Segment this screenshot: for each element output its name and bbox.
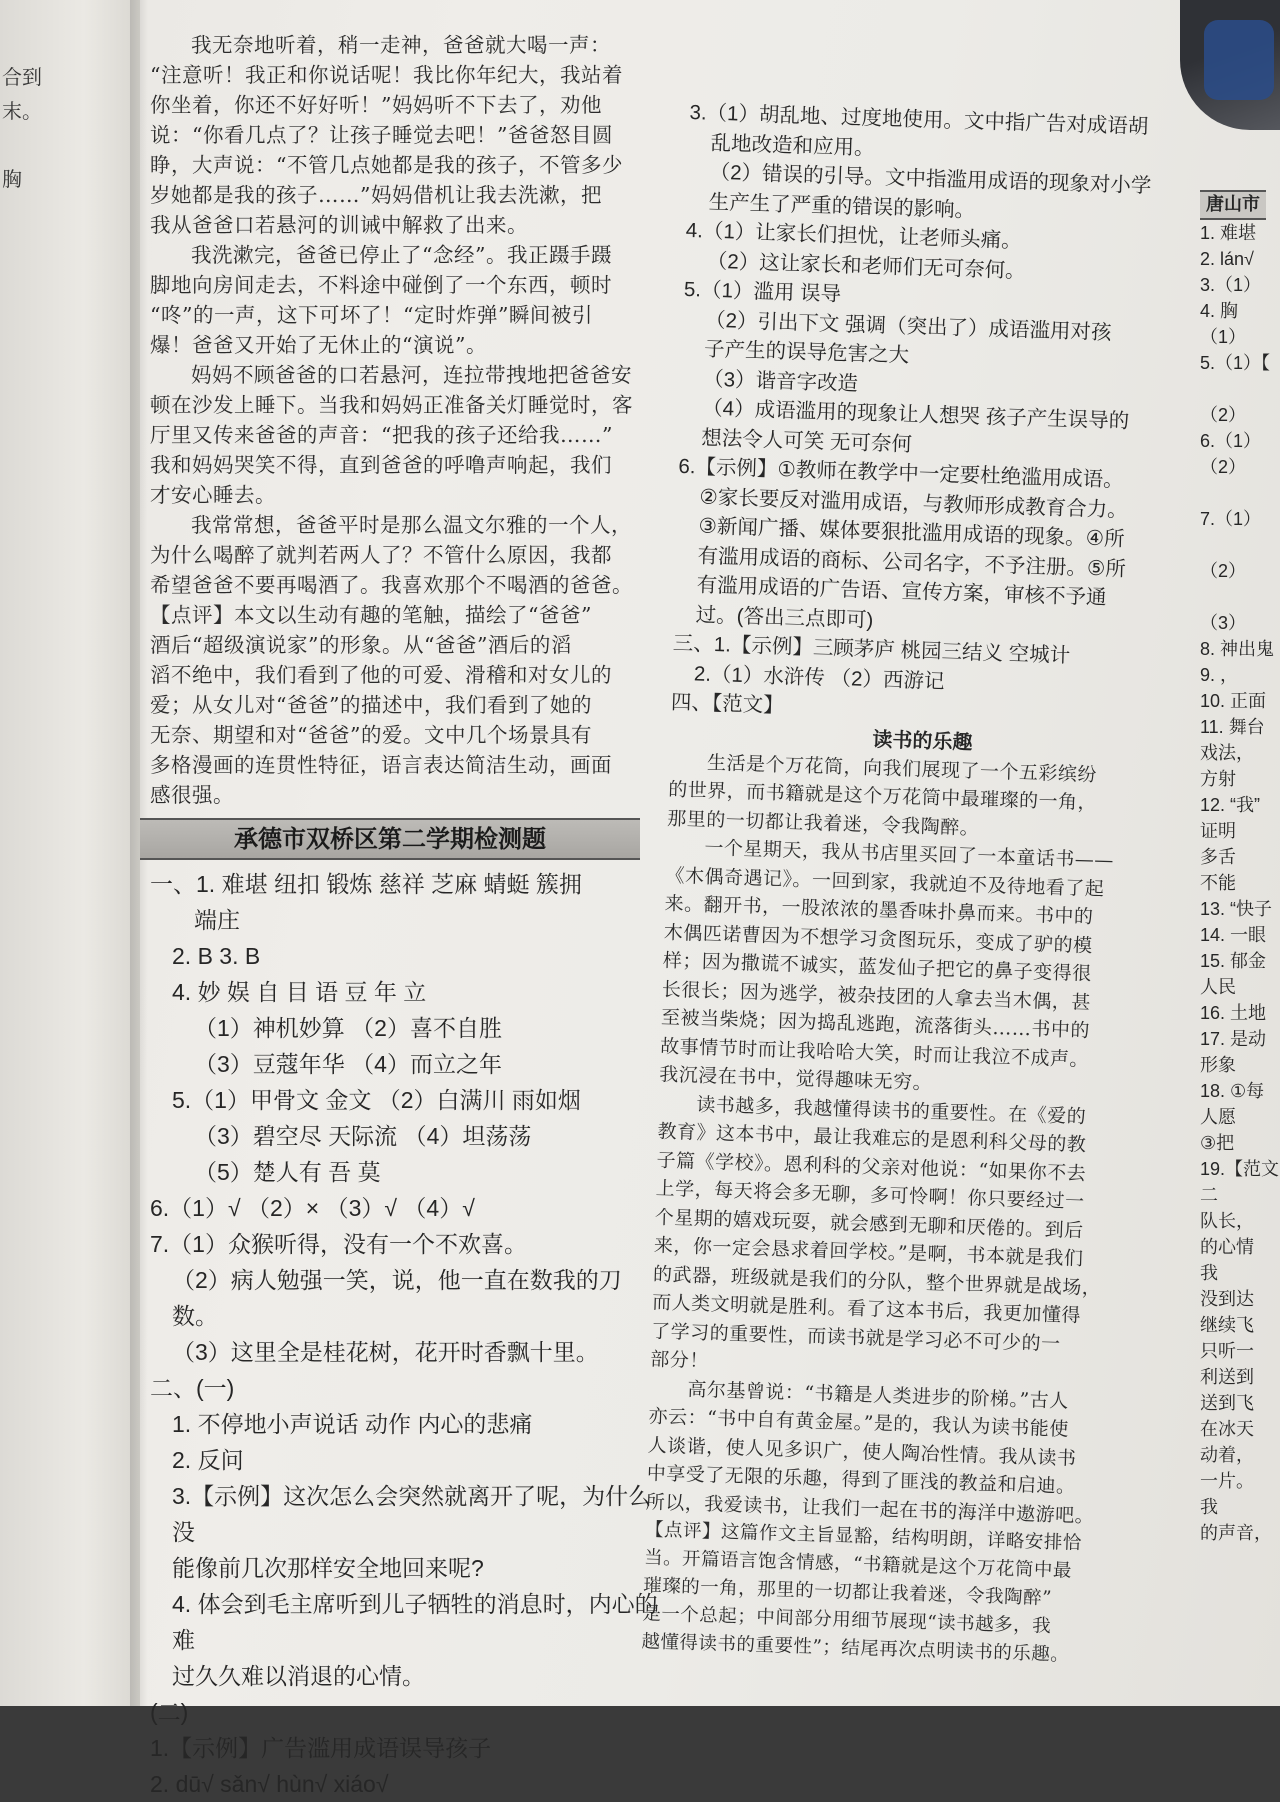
answer-line: 7.（1）众猴听得，没有一个不欢喜。 [150,1231,527,1257]
right-line: （1） [1200,327,1247,347]
story-line: 爆！爸爸又开始了无休止的“演说”。 [150,333,487,357]
right-line [1200,480,1280,506]
comment-line: 爱；从女儿对“爸爸”的描述中，我们看到了她的 [150,693,592,717]
comment-line: 酒后“超级演说家”的形象。从“爸爸”酒后的滔 [150,633,572,657]
essay-line: 《木偶奇遇记》。一回到家，我就迫不及待地看了起 [665,864,1105,900]
right-line: 19.【范文 [1200,1159,1280,1179]
right-line: 只听一 [1200,1341,1254,1361]
right-line: 继续飞 [1200,1315,1254,1335]
answer-line: 乱地改造和应用。 [710,131,875,160]
right-line [1200,584,1280,610]
essay-text [645,747,1174,1532]
essay-line: 读书越多，我越懂得读书的重要性。在《爱的 [696,1093,1087,1128]
right-line: 18. ①每 [1200,1081,1265,1101]
essay-line: 来，你一定会恳求着回学校。”是啊，书本就是我们 [653,1234,1084,1270]
essay-line: 一个星期天，我从书店里买回了一本童话书—— [704,836,1115,872]
right-line: 14. 一眼 [1200,925,1267,945]
essay-line: 故事情节时而让我哈哈大笑，时而让我泣不成声。 [659,1035,1090,1071]
left-edge-line: 末。 [2,99,42,123]
answer-line: 6.【示例】①教师在教学中一定要杜绝滥用成语。 [678,454,1125,492]
answer-line: 一、1. 难堪 纽扣 锻炼 慈祥 芝麻 蜻蜓 簇拥 [150,871,582,897]
answer-line: 过。(答出三点即可) [695,602,874,632]
essay-line: 亦云：“书中自有黄金屋。”是的，我认为读书能使 [648,1405,1070,1441]
left-edge-line: 胸 [2,167,22,191]
story-line: 我无奈地听着，稍一走神，爸爸就大喝一声： [191,33,611,57]
right-line: 13. “快子 [1200,899,1273,919]
right-line: 5.（1）【 [1200,353,1271,373]
answer-line: 1. 不停地小声说话 动作 内心的悲痛 [172,1411,533,1437]
comment-line: 【点评】本文以生动有趣的笔触，描绘了“爸爸” [150,603,592,627]
story-line: 你坐着，你还不好好听！”妈妈听不下去了，劝他 [150,93,602,117]
answer-line: 4. 体会到毛主席听到儿子牺牲的消息时，内心的难 [172,1591,658,1653]
story-line: 顿在沙发上睡下。当我和妈妈正准备关灯睡觉时，客 [150,393,633,417]
right-line [1200,532,1280,558]
answer-line: （3）这里全是桂花树，花开时香飘十里。 [172,1339,599,1365]
answer-list [150,866,662,1802]
story-line: 我常常想，爸爸平时是那么温文尔雅的一个人， [191,513,632,537]
answer-line: 4. 妙 娱 自 目 语 豆 年 立 [172,979,427,1005]
story-line: 睁，大声说：“不管几点她都是我的孩子，不管多少 [150,153,623,177]
right-line: 12. “我” [1200,795,1261,815]
essay-line: 生活是个万花筒，向我们展现了一个五彩缤纷 [706,751,1098,786]
right-line: 15. 郁金 [1200,951,1267,971]
story-line: 厅里又传来爸爸的声音：“把我的孩子还给我……” [150,423,613,447]
right-line: 在冰天 [1200,1419,1254,1439]
mid-answer-list [671,98,1195,733]
essay-comment-line: 当。开篇语言饱含情感，“书籍就是这个万花筒中最 [643,1547,1073,1582]
essay-comment-line: 越懂得读书的重要性”；结尾再次点明读书的乐趣。 [641,1631,1070,1666]
essay-line: 教育》这本书中，最让我难忘的是恩利科父母的教 [657,1120,1087,1156]
story-line: 我和妈妈哭笑不得，直到爸爸的呼噜声响起，我们 [150,453,612,477]
story-line: 为什么喝醉了就判若两人了？不管什么原因，我都 [150,543,612,567]
story-line: 脚地向房间走去，不料途中碰倒了一个东西，顿时 [150,273,612,297]
story-line: 岁她都是我的孩子……”妈妈借机让我去洗漱，把 [150,183,602,207]
right-line: 4. 胸 [1200,301,1239,321]
answer-line: (二) [150,1699,189,1725]
right-line: 11. 舞台 [1200,717,1265,737]
blue-object [1204,20,1274,100]
story-line: 说：“你看几点了？让孩子睡觉去吧！”爸爸怒目圆 [150,123,613,147]
essay-line: 那里的一切都让我着迷，令我陶醉。 [667,807,980,839]
answer-line: 2.（1）水浒传 （2）西游记 [693,661,945,693]
answer-line: ③新闻广播、媒体要狠批滥用成语的现象。④所 [698,514,1125,551]
answer-line: （4）成语滥用的现象让人想哭 孩子产生误导的 [701,396,1130,433]
right-line: 一片。 [1200,1471,1254,1491]
right-line: 3.（1） [1200,275,1262,295]
comment-line: 无奈、期望和对“爸爸”的爱。文中几个场景具有 [150,723,592,747]
answer-line: （1）神机妙算 （2）喜不自胜 [194,1015,502,1041]
answer-line: 5.（1）甲骨文 金文 （2）白满川 雨如烟 [172,1087,581,1113]
right-line: 的心情 [1200,1237,1254,1257]
essay-line: 来。翻开书，一股浓浓的墨香味扑鼻而来。书中的 [664,892,1094,929]
answer-line: 4.（1）让家长们担忧，让老师头痛。 [685,218,1023,253]
essay-line: 样；因为撒谎不诚实，蓝发仙子把它的鼻子变得很 [662,949,1093,986]
right-line: 16. 土地 [1200,1003,1267,1023]
answer-line: 端庄 [194,907,240,933]
answer-line: 想法令人可笑 无可奈何 [700,426,913,456]
essay-line: 个星期的嬉戏玩耍，就会感到无聊和厌倦的。到后 [654,1205,1084,1242]
story-line: 我洗漱完，爸爸已停止了“念经”。我正蹑手蹑 [191,243,612,267]
answer-line: 四、【范文】 [670,690,785,718]
answer-line: （5）楚人有 吾 莫 [194,1159,381,1185]
right-line: 人民 [1200,977,1236,997]
essay-title: 读书的乐趣 [872,726,973,754]
story-line: “咚”的一声，这下可坏了！“定时炸弹”瞬间被引 [150,303,593,327]
answer-line: 3.（1）胡乱地、过度地使用。文中指广告对成语胡 [689,100,1149,139]
right-line: 动着， [1200,1445,1254,1465]
comment-line: 感很强。 [150,783,234,807]
answer-line: 6.（1）√ （2）× （3）√ （4）√ [150,1195,475,1221]
right-line: 利送到 [1200,1367,1254,1387]
right-line: 1. 难堪 [1200,223,1257,243]
right-section-title: 唐山市 [1200,190,1266,220]
answer-line: ②家长要反对滥用成语，与教师形成教育合力。 [699,485,1129,522]
answer-line: 生产生了严重的错误的影响。 [708,190,976,222]
right-line: 没到达 [1200,1289,1254,1309]
right-line: 8. 神出鬼 [1200,639,1275,659]
essay-line: 至被当柴烧；因为捣乱逃跑，流落街头……书中的 [660,1006,1091,1043]
answer-line: 1.【示例】广告滥用成语误导孩子 [150,1735,492,1761]
right-line: 送到飞 [1200,1393,1254,1413]
left-edge-line [2,128,42,162]
left-edge-text [2,60,42,196]
story-line: “注意听！我正和你说话呢！我比你年纪大，我站着 [150,63,623,87]
right-column [1200,190,1280,1546]
left-edge-line: 合到 [2,65,42,89]
answer-line: 过久久难以消退的心情。 [172,1663,425,1689]
essay-line: 长很长；因为逃学，被杂技团的人拿去当木偶，甚 [661,978,1092,1014]
right-line: （2） [1200,457,1247,477]
essay-comment [641,1516,1150,1672]
essay-line: 中享受了无限的乐趣，得到了匪浅的教益和启迪。 [646,1462,1076,1498]
answer-line: 2. dū√ sǎn√ hùn√ xiáo√ [150,1771,389,1797]
essay-comment-line: 璀璨的一角，那里的一切都让我着迷，令我陶醉” [642,1575,1053,1610]
essay-line: 高尔基曾说：“书籍是人类进步的阶梯。”古人 [687,1378,1070,1413]
right-line: 二 [1200,1185,1218,1205]
comment-line: 多格漫画的连贯性特征，语言表达简洁生动，画面 [150,753,612,777]
comment-line: 滔不绝中，我们看到了他的可爱、滑稽和对女儿的 [150,663,612,687]
essay-line: 所以，我爱读书，让我们一起在书的海洋中遨游吧。 [645,1490,1095,1527]
story-comment [150,600,662,810]
essay-line: 部分！ [650,1348,710,1373]
essay-comment-line: 【点评】这篇作文主旨显豁，结构明朗，详略安排恰 [644,1519,1083,1555]
right-line [1200,376,1280,402]
right-line: 2. lán√ [1200,249,1254,269]
answer-line: 二、(一) [150,1375,235,1401]
story-line: 才安心睡去。 [150,483,276,507]
right-line: 6.（1） [1200,431,1262,451]
answer-line: 有滥用成语的广告语、宣传方案，审核不予通 [696,573,1107,610]
right-line: 10. 正面 [1200,691,1267,711]
right-line: 人愿 [1200,1107,1236,1127]
essay-line: 人谈谐，使人见多识广，使人陶冶性情。我从读书 [647,1433,1077,1470]
right-line: 9. ， [1200,665,1239,685]
right-line: 戏法， [1200,743,1254,763]
right-line: 证明 [1200,821,1236,841]
answer-line: 三、1.【示例】三顾茅庐 桃园三结义 空城计 [672,631,1071,668]
story-line: 我从爸爸口若悬河的训诫中解救了出来。 [150,213,528,237]
essay-line: 而人类文明就是胜利。看了这本书后，我更加懂得 [651,1291,1082,1327]
answer-line: （2）病人勉强一笑，说，他一直在数我的刀数。 [172,1267,622,1329]
right-line: 的声音， [1200,1523,1272,1543]
right-line: 不能 [1200,873,1236,893]
answer-line: 2. B 3. B [172,943,261,969]
answer-line: 2. 反问 [172,1447,244,1473]
essay-line: 子篇《学校》。恩利科的父亲对他说：“如果你不去 [656,1148,1087,1185]
right-line: （2） [1200,561,1247,581]
right-line: 方射 [1200,769,1236,789]
right-line: 我 [1200,1497,1218,1517]
answer-line: 3.【示例】这次怎么会突然就离开了呢，为什么没 [172,1483,652,1545]
right-line: （2） [1200,405,1247,425]
essay-line: 了学习的重要性，而读书就是学习必不可少的一 [650,1319,1061,1355]
answer-line: 子产生的误导危害之大 [703,337,910,368]
answer-line: 能像前几次那样安全地回来呢? [172,1555,484,1581]
right-line: ③把 [1200,1133,1235,1153]
essay-comment-line: 是一个总起；中间部分用细节展现“读书越多，我 [642,1603,1052,1638]
essay-line: 的武器，班级就是我们的分队，整个世界就是战场， [652,1262,1102,1300]
answer-line: （2）错误的引导。文中指滥用成语的现象对小学 [709,160,1152,198]
right-line: 17. 是动 [1200,1029,1267,1049]
story-line: 妈妈不顾爸爸的口若悬河，连拉带拽地把爸爸安 [191,363,632,387]
left-column [150,30,662,1802]
story-line: 希望爸爸不要再喝酒了。我喜欢那个不喝酒的爸爸。 [150,573,633,597]
answer-line: 5.（1）滥用 误导 [683,277,842,306]
answer-line: （2）引出下文 强调（突出了）成语滥用对孩 [704,308,1112,344]
right-line: 形象 [1200,1055,1236,1075]
section-title: 承德市双桥区第二学期检测题 [140,818,640,860]
right-line: 队长， [1200,1211,1254,1231]
story-text [150,30,662,600]
previous-page-edge [0,0,140,1706]
right-line: 7.（1） [1200,509,1262,529]
essay-line: 木偶匹诺曹因为不想学习贪图玩乐，变成了驴的模 [663,921,1093,957]
essay-line: 我沉浸在书中，觉得趣味无穷。 [658,1063,933,1095]
answer-line: （3）谐音字改造 [702,367,859,395]
right-line: 我 [1200,1263,1218,1283]
essay-line: 的世界，而书籍就是这个万花筒中最璀璨的一角， [667,778,1098,815]
right-line: （3） [1200,613,1247,633]
answer-line: （3）豆蔻年华 （4）而立之年 [194,1051,502,1077]
middle-column [641,98,1195,1672]
answer-line: （2）这让家长和老师们无可奈何。 [706,249,1027,283]
right-line: 多舌 [1200,847,1236,867]
answer-line: 有滥用成语的商标、公司名字，不予注册。⑤所 [697,543,1127,581]
answer-line: （3）碧空尽 天际流 （4）坦荡荡 [194,1123,532,1149]
essay-line: 上学，每天将会多无聊，多可怜啊！你只要经过一 [655,1177,1085,1213]
